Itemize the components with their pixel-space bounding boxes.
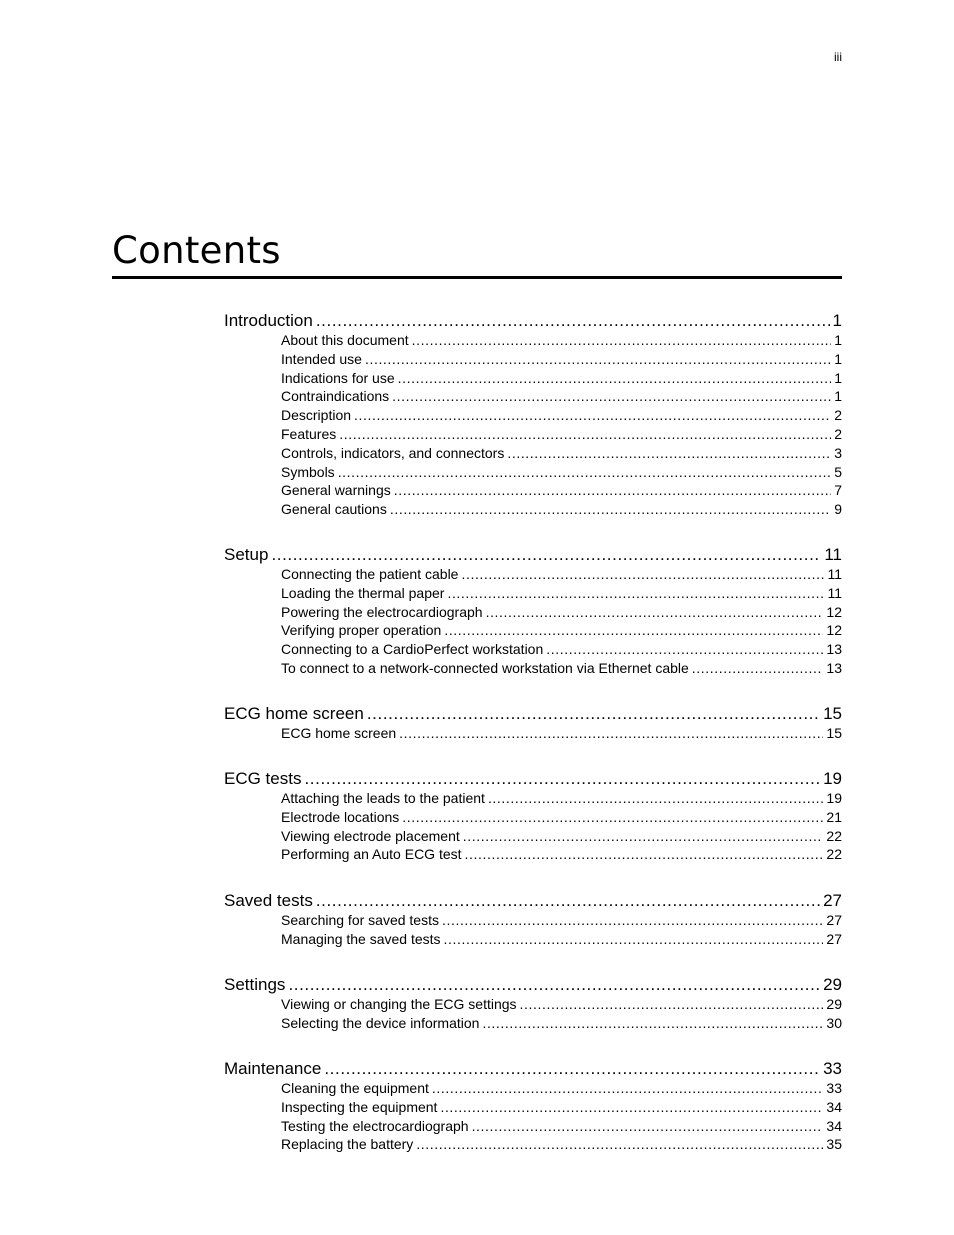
- toc-chapter-entry[interactable]: [224, 703, 842, 725]
- dot-leader: [472, 1117, 824, 1136]
- dot-leader: [440, 1098, 823, 1117]
- dot-leader: [365, 350, 831, 369]
- toc-section-title: Attaching the leads to the patient: [281, 790, 485, 806]
- toc-section-entry[interactable]: [281, 481, 842, 500]
- dot-leader: [288, 974, 820, 996]
- toc-section-entry[interactable]: [281, 584, 842, 603]
- toc-section-entry[interactable]: [281, 565, 842, 584]
- dot-leader: [442, 911, 823, 930]
- toc-section-page: 13: [826, 660, 842, 676]
- toc-section-entry[interactable]: [281, 930, 842, 949]
- title-rule: [112, 276, 842, 279]
- dot-leader: [304, 768, 820, 790]
- dot-leader: [354, 406, 831, 425]
- toc-section-entry[interactable]: [281, 1117, 842, 1136]
- toc-section-entry[interactable]: [281, 1079, 842, 1098]
- toc-section-page: 2: [834, 407, 842, 423]
- toc-section-title: General warnings: [281, 482, 391, 498]
- toc-chapter-title: Setup: [224, 545, 269, 564]
- dot-leader: [444, 930, 824, 949]
- toc-section-title: ECG home screen: [281, 725, 397, 741]
- toc-section-title: Verifying proper operation: [281, 622, 442, 638]
- toc-section-entry[interactable]: [281, 827, 842, 846]
- toc-section-entry[interactable]: [281, 995, 842, 1014]
- dot-leader: [316, 310, 830, 332]
- toc-section-page: 9: [834, 501, 842, 517]
- toc-section-title: Cleaning the equipment: [281, 1080, 429, 1096]
- toc-chapter-page: 29: [823, 975, 842, 994]
- dot-leader: [444, 621, 823, 640]
- toc-section-page: 22: [826, 828, 842, 844]
- toc-chapter-title: Saved tests: [224, 891, 313, 910]
- toc-section-title: Intended use: [281, 351, 362, 367]
- toc-section-title: Testing the electrocardiograph: [281, 1118, 469, 1134]
- toc-section-entry[interactable]: [281, 500, 842, 519]
- dot-leader: [432, 1079, 824, 1098]
- dot-leader: [463, 827, 824, 846]
- toc-section-title: Replacing the battery: [281, 1136, 414, 1152]
- toc-section-title: Features: [281, 426, 337, 442]
- toc-section-entry[interactable]: [281, 406, 842, 425]
- dot-leader: [402, 808, 823, 827]
- toc-section-title: Viewing or changing the ECG settings: [281, 996, 517, 1012]
- dot-leader: [394, 481, 831, 500]
- toc-section-entry[interactable]: [281, 1098, 842, 1117]
- toc-section-title: Description: [281, 407, 352, 423]
- dot-leader: [465, 845, 824, 864]
- dot-leader: [447, 584, 824, 603]
- toc-section-page: 21: [826, 809, 842, 825]
- toc-section-entry[interactable]: [281, 911, 842, 930]
- toc-chapter-entry[interactable]: [224, 544, 842, 566]
- dot-leader: [486, 603, 824, 622]
- toc-section-title: Electrode locations: [281, 809, 400, 825]
- toc-section-page: 3: [834, 445, 842, 461]
- toc-section-entry[interactable]: [281, 387, 842, 406]
- dot-leader: [507, 444, 831, 463]
- dot-leader: [488, 789, 823, 808]
- toc-section-page: 19: [826, 790, 842, 806]
- toc-section-page: 12: [826, 622, 842, 638]
- toc-section-page: 1: [834, 388, 842, 404]
- toc-section-entry[interactable]: [281, 425, 842, 444]
- dot-leader: [692, 659, 824, 678]
- toc-section-title: Indications for use: [281, 370, 395, 386]
- toc-section-page: 27: [826, 912, 842, 928]
- toc-section-entry[interactable]: [281, 463, 842, 482]
- toc-section-title: Loading the thermal paper: [281, 585, 445, 601]
- toc-section-entry[interactable]: [281, 659, 842, 678]
- toc-section-page: 1: [834, 351, 842, 367]
- toc-section-entry[interactable]: [281, 1135, 842, 1154]
- toc-section-entry[interactable]: [281, 603, 842, 622]
- dot-leader: [482, 1014, 823, 1033]
- dot-leader: [520, 995, 824, 1014]
- toc-section-title: Selecting the device information: [281, 1015, 480, 1031]
- toc-chapter-entry[interactable]: [224, 1058, 842, 1080]
- dot-leader: [412, 331, 832, 350]
- toc-chapter-title: Maintenance: [224, 1059, 322, 1078]
- toc-section-page: 34: [826, 1099, 842, 1115]
- toc-section-title: Managing the saved tests: [281, 931, 441, 947]
- toc-section-title: About this document: [281, 332, 409, 348]
- toc-section-page: 5: [834, 464, 842, 480]
- toc-section-page: 12: [826, 604, 842, 620]
- dot-leader: [461, 565, 824, 584]
- dot-leader: [339, 425, 831, 444]
- toc-section-entry[interactable]: [281, 621, 842, 640]
- toc-chapter-entry[interactable]: [224, 890, 842, 912]
- toc-section-page: 1: [834, 370, 842, 386]
- dot-leader: [390, 500, 831, 519]
- dot-leader: [367, 703, 820, 725]
- toc-section-title: Powering the electrocardiograph: [281, 604, 483, 620]
- toc-section-page: 1: [834, 332, 842, 348]
- toc-section-title: Inspecting the equipment: [281, 1099, 438, 1115]
- toc-section-title: Symbols: [281, 464, 335, 480]
- toc-chapter-page: 15: [823, 704, 842, 723]
- toc-section-page: 33: [826, 1080, 842, 1096]
- dot-leader: [316, 890, 820, 912]
- toc-chapter-title: Introduction: [224, 311, 313, 330]
- dot-leader: [338, 463, 832, 482]
- toc-section-page: 34: [826, 1118, 842, 1134]
- dot-leader: [392, 387, 831, 406]
- page-title: Contents: [112, 229, 281, 272]
- toc-chapter-page: 11: [824, 545, 842, 564]
- page-number: iii: [834, 50, 842, 64]
- toc-section-title: Connecting to a CardioPerfect workstation: [281, 641, 544, 657]
- toc-section-title: Viewing electrode placement: [281, 828, 460, 844]
- toc-section-entry[interactable]: [281, 331, 842, 350]
- toc-section-page: 27: [826, 931, 842, 947]
- toc-chapter-page: 19: [823, 769, 842, 788]
- toc-section-page: 13: [826, 641, 842, 657]
- toc-section-page: 22: [826, 846, 842, 862]
- toc-section-page: 30: [826, 1015, 842, 1031]
- toc-chapter-page: 33: [823, 1059, 842, 1078]
- toc-section-title: Connecting the patient cable: [281, 566, 459, 582]
- toc-section-title: Contraindications: [281, 388, 390, 404]
- toc-section-page: 7: [834, 482, 842, 498]
- toc-section-entry[interactable]: [281, 444, 842, 463]
- toc-section-title: General cautions: [281, 501, 387, 517]
- dot-leader: [546, 640, 823, 659]
- toc-section-entry[interactable]: [281, 640, 842, 659]
- toc-section-page: 15: [826, 725, 842, 741]
- toc-chapter-page: 27: [823, 891, 842, 910]
- dot-leader: [416, 1135, 823, 1154]
- toc-section-title: Performing an Auto ECG test: [281, 846, 462, 862]
- toc-chapter-title: ECG home screen: [224, 704, 364, 723]
- toc-chapter-entry[interactable]: [224, 974, 842, 996]
- toc-section-entry[interactable]: [281, 350, 842, 369]
- toc-section-entry[interactable]: [281, 369, 842, 388]
- toc-chapter-title: ECG tests: [224, 769, 302, 788]
- toc-chapter-title: Settings: [224, 975, 286, 994]
- dot-leader: [398, 369, 832, 388]
- dot-leader: [271, 544, 821, 566]
- toc-chapter-entry[interactable]: [224, 310, 842, 332]
- dot-leader: [324, 1058, 820, 1080]
- dot-leader: [399, 724, 823, 743]
- toc-section-entry[interactable]: [281, 789, 842, 808]
- toc-section-entry[interactable]: [281, 1014, 842, 1033]
- toc-section-title: To connect to a network-connected workstation via Ethernet cable: [281, 660, 689, 676]
- toc-section-title: Controls, indicators, and connectors: [281, 445, 505, 461]
- toc-section-entry[interactable]: [281, 845, 842, 864]
- toc-section-page: 11: [827, 566, 842, 582]
- toc-section-title: Searching for saved tests: [281, 912, 439, 928]
- toc-section-page: 11: [827, 585, 842, 601]
- toc-chapter-entry[interactable]: [224, 768, 842, 790]
- toc-section-entry[interactable]: [281, 724, 842, 743]
- toc-chapter-page: 1: [832, 311, 842, 330]
- toc-section-page: 35: [826, 1136, 842, 1152]
- toc-section-page: 29: [826, 996, 842, 1012]
- toc-section-entry[interactable]: [281, 808, 842, 827]
- toc-section-page: 2: [834, 426, 842, 442]
